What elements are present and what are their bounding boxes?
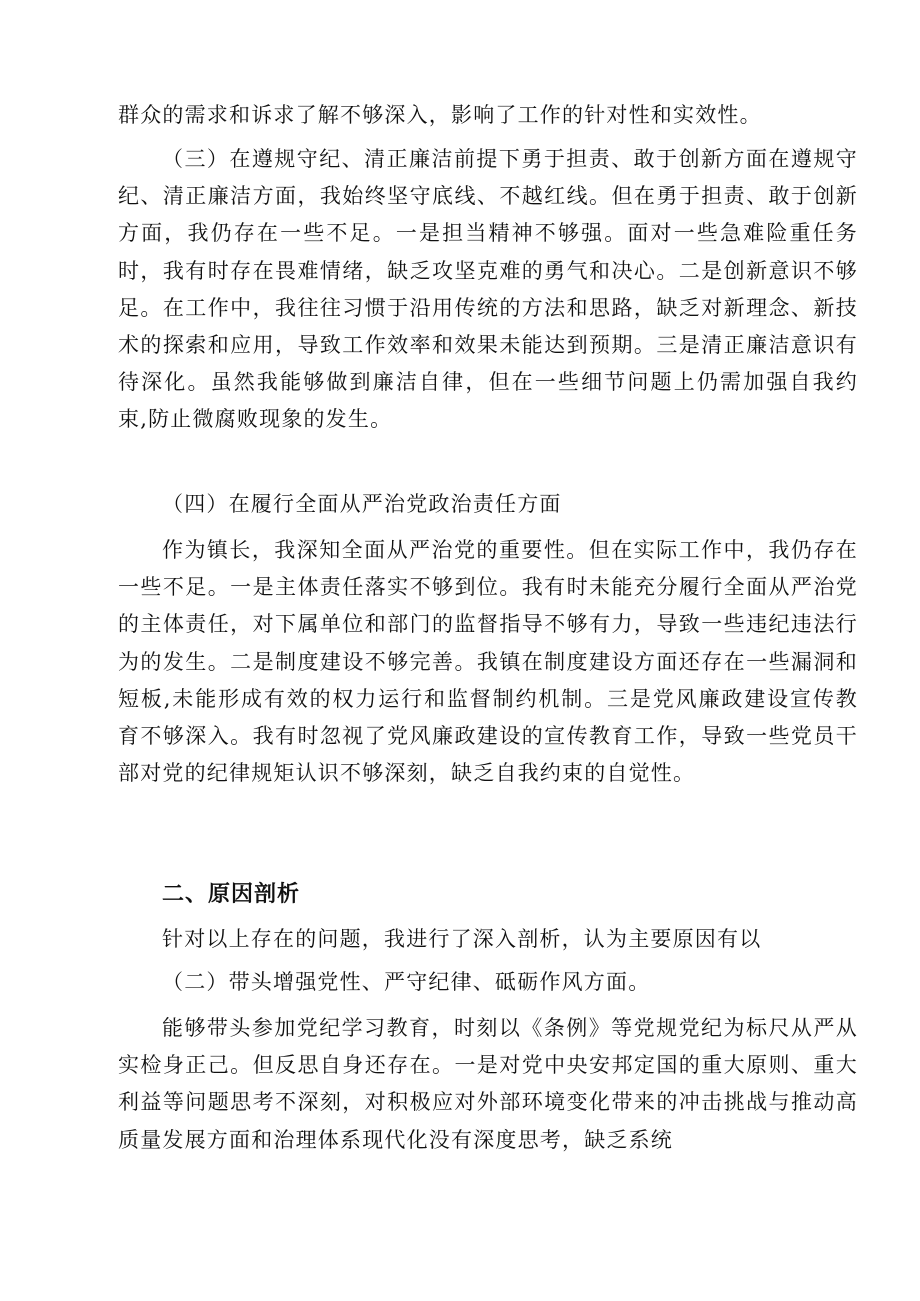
- paragraph-subsection-two-title: （二）带头增强党性、严守纪律、砥砺作风方面。: [162, 970, 651, 994]
- paragraph-analysis-intro: 针对以上存在的问题，我进行了深入剖析，认为主要原因有以: [162, 927, 762, 951]
- paragraph-subsection-two-body: 能够带头参加党纪学习教育，时刻以《条例》等党规党纪为标尺从严从实检身正己。但反思自身还存在。一是对党中央安邦定国的重大原则、重大利益等问题思考不深刻，对积极应对外部环境变化带来的冲击挑战与推动高质量发展方面和治理体系现代化没有深度思考，缺乏系统: [118, 1016, 858, 1152]
- paragraph-section-four-body: 作为镇长，我深知全面从严治党的重要性。但在实际工作中，我仍存在一些不足。一是主体责任落实不够到位。我有时未能充分履行全面从严治党的主体责任，对下属单位和部门的监督指导不够有力，导致一些违纪违法行为的发生。二是制度建设不够完善。我镇在制度建设方面还存在一些漏洞和短板,未能形成有效的权力运行和监督制约机制。三是党风廉政建设宣传教育不够深入。我有时忽视了党风廉政建设的宣传教育工作，导致一些党员干部对党的纪律规矩认识不够深刻，缺乏自我约束的自觉性。: [118, 538, 858, 786]
- paragraph-section-three: （三）在遵规守纪、清正廉洁前提下勇于担责、敢于创新方面在遵规守纪、清正廉洁方面，我始终坚守底线、不越红线。但在勇于担责、敢于创新方面，我仍存在一些不足。一是担当精神不够强。面对一些急难险重任务时，我有时存在畏难情绪，缺乏攻坚克难的勇气和决心。二是创新意识不够足。在工作中，我往往习惯于沿用传统的方法和思路，缺乏对新理念、新技术的探索和应用，导致工作效率和效果未能达到预期。三是清正廉洁意识有待深化。虽然我能够做到廉洁自律，但在一些细节问题上仍需加强自我约束,防止微腐败现象的发生。: [118, 147, 858, 432]
- section-heading-cause-analysis: 二、原因剖析: [162, 882, 301, 907]
- paragraph-section-four-title: （四）在履行全面从严治党政治责任方面: [162, 492, 562, 516]
- paragraph-continuation: 群众的需求和诉求了解不够深入，影响了工作的针对性和实效性。: [118, 103, 762, 127]
